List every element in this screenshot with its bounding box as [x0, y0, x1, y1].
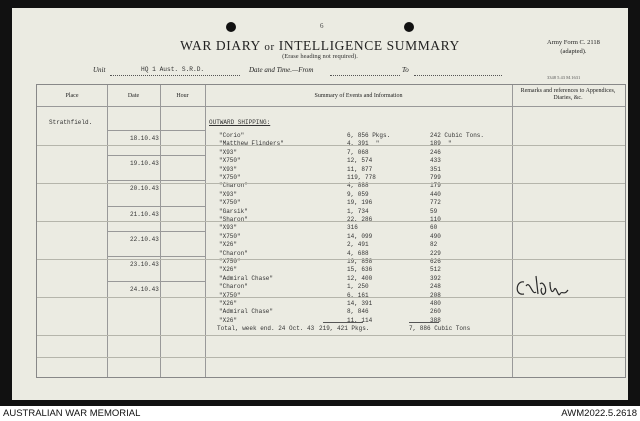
row-vessel: "X93" [219, 190, 238, 198]
footer-right: AWM2022.5.2618 [561, 408, 637, 419]
row-date: 22.10.43 [130, 235, 159, 243]
page-subtitle: (Erase heading not required). [282, 53, 358, 60]
row-pkgs: 19, 196 [347, 199, 373, 207]
row-vessel: "X750" [219, 291, 241, 299]
header-date: Date [127, 93, 140, 99]
row-vessel: "Garsik" [219, 207, 248, 215]
row-pkgs: 7, 068 [347, 148, 369, 156]
row-cubic: 179 [430, 182, 441, 190]
row-cubic: 248 [430, 283, 441, 291]
row-cubic: 59 [430, 207, 438, 215]
row-pkgs: 119, 778 [347, 174, 376, 181]
row-cubic: 208 [430, 291, 441, 299]
title-or: or [264, 41, 275, 53]
row-date: 24.10.43 [130, 286, 159, 294]
row-cubic: 440 [430, 190, 441, 198]
row-pkgs: 4, 688 [347, 249, 369, 257]
row-cubic: 189 " [430, 140, 452, 148]
date-divider [107, 231, 205, 232]
date-divider [107, 155, 205, 156]
header-hour: Hour [176, 93, 189, 99]
row-cubic: 82 [430, 241, 438, 249]
signature [512, 270, 582, 300]
row-vessel: "X26" [219, 266, 238, 274]
row-pkgs: 14, 391 [347, 300, 373, 307]
row-cubic: 490 [430, 232, 441, 240]
section-heading: OUTWARD SHIPPING: [209, 119, 271, 126]
row-pkgs: 8, 846 [347, 308, 369, 316]
row-vessel: "X93" [219, 224, 238, 232]
footer-left: AUSTRALIAN WAR MEMORIAL [3, 408, 141, 419]
row-pkgs: 14, 099 [347, 232, 373, 240]
row-vessel: "Admiral Chase" [219, 274, 274, 282]
row-vessel: "Charon" [219, 283, 248, 291]
row-vessel: "X93" [219, 165, 238, 173]
total-cubic: 7, 886 Cubic Tons [409, 325, 471, 332]
punch-hole [226, 22, 236, 32]
row-date: 19.10.43 [130, 160, 159, 168]
table-row [37, 316, 625, 325]
unit-value: HQ 1 Aust. S.R.D. [141, 66, 205, 73]
total-rule [409, 322, 439, 323]
row-pkgs: 15, 636 [347, 266, 373, 274]
page-title [12, 38, 628, 54]
date-divider [107, 281, 205, 282]
row-cubic: 351 [430, 165, 441, 173]
row-pkgs: 11, 877 [347, 165, 373, 173]
total-rule [323, 322, 363, 323]
row-cubic: 799 [430, 174, 441, 181]
row-pkgs: 12, 400 [347, 274, 373, 282]
row-pkgs: 4, 888 [347, 182, 369, 190]
header-remarks: Remarks and references to Appendices, Diaries, &c. [520, 88, 616, 101]
unit-underline [110, 75, 240, 76]
total-pkgs: 219, 421 Pkgs. [319, 325, 370, 332]
row-vessel: "X750" [219, 258, 241, 265]
row-vessel: "Charon" [219, 249, 248, 257]
row-vessel: "X93" [219, 148, 238, 156]
row-date: 18.10.43 [130, 135, 159, 142]
total-label: Total, week end. 24 Oct. 43 [217, 325, 315, 332]
row-cubic: 110 [430, 216, 441, 223]
row-cubic: 626 [430, 258, 441, 265]
row-vessel: "Charon" [219, 182, 248, 190]
row-cubic: 246 [430, 148, 441, 156]
header-place: Place [65, 93, 79, 99]
row-pkgs: 19, 858 [347, 258, 373, 265]
row-cubic: 512 [430, 266, 441, 274]
row-pkgs: 9, 059 [347, 190, 369, 198]
row-vessel: "X750" [219, 232, 241, 240]
to-label: To [402, 66, 409, 74]
row-vessel: "X750" [219, 174, 241, 181]
row-cubic: 433 [430, 157, 441, 165]
row-pkgs: 4, 391 " [347, 140, 380, 148]
print-code: 3348 5.43 M.1631 [547, 75, 581, 80]
row-vessel: "Admiral Chase" [219, 308, 274, 316]
row-pkgs: 6, 161 [347, 291, 369, 299]
ruled-line [37, 259, 625, 260]
row-pkgs: 22, 286 [347, 216, 373, 223]
title-intelligence-summary: INTELLIGENCE SUMMARY [278, 38, 460, 53]
row-date: 21.10.43 [130, 210, 159, 218]
row-pkgs: 12, 574 [347, 157, 373, 165]
diary-table [36, 84, 626, 378]
punch-hole [404, 22, 414, 32]
ruled-line [37, 183, 625, 184]
date-divider [107, 206, 205, 207]
row-cubic: 480 [430, 300, 441, 307]
row-pkgs: 316 [347, 224, 358, 232]
place-value: Strathfield. [49, 119, 93, 126]
row-vessel: "Sharon" [219, 216, 248, 223]
to-underline [414, 75, 502, 76]
row-cubic: 260 [430, 308, 441, 316]
header-divider [37, 106, 625, 107]
row-pkgs: 2, 491 [347, 241, 369, 249]
title-war-diary: WAR DIARY [180, 38, 261, 53]
date-divider [107, 256, 205, 257]
from-underline [330, 75, 400, 76]
ruled-line [37, 145, 625, 146]
ruled-line [37, 221, 625, 222]
row-cubic: 772 [430, 199, 441, 207]
row-pkgs: 1, 734 [347, 207, 369, 215]
row-cubic: 229 [430, 249, 441, 257]
row-vessel: "X26" [219, 241, 238, 249]
row-vessel: "X26" [219, 316, 238, 324]
datetime-label: Date and Time.—From [249, 66, 314, 74]
ruled-line [37, 357, 625, 358]
row-date: 23.10.43 [130, 261, 159, 268]
diary-page [12, 8, 628, 400]
row-pkgs: 11, 114 [347, 316, 373, 324]
date-divider [107, 130, 205, 131]
row-cubic: 392 [430, 274, 441, 282]
row-vessel: "X750" [219, 157, 241, 165]
date-divider [107, 180, 205, 181]
unit-label: Unit [93, 66, 106, 74]
row-vessel: "X26" [219, 300, 238, 307]
row-vessel: "X750" [219, 199, 241, 207]
row-vessel: "Matthew Flinders" [219, 140, 284, 148]
ruled-line [37, 335, 625, 336]
row-cubic: 60 [430, 224, 438, 232]
row-pkgs: 1, 250 [347, 283, 369, 291]
form-adapted: (adapted). [560, 48, 587, 55]
row-cubic: 242 Cubic Tons. [430, 132, 485, 139]
row-vessel: "Corio" [219, 132, 245, 139]
form-number: Army Form C. 2118 [547, 39, 600, 46]
form-number-block [547, 38, 600, 56]
row-date: 20.10.43 [130, 185, 159, 193]
header-summary: Summary of Events and Information [314, 93, 403, 99]
page-mark: 6 [320, 22, 324, 30]
row-pkgs: 6, 856 Pkgs. [347, 132, 391, 139]
row-cubic: 388 [430, 316, 441, 324]
